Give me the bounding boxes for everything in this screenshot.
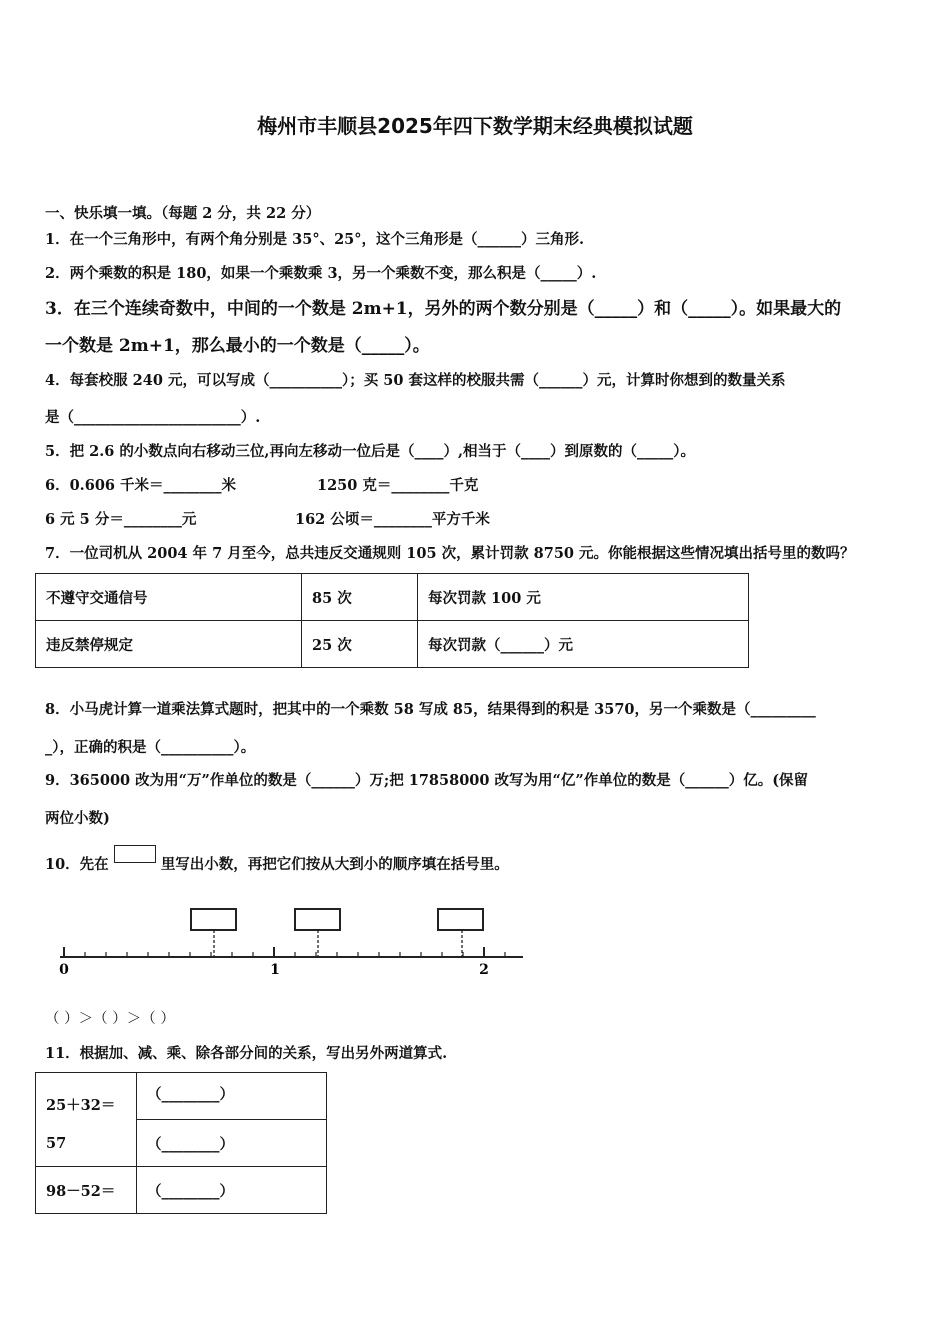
axis-label-1: 1 [270,962,280,978]
question-6c: 6 元 5 分＝________元 [45,511,197,528]
answer-box-2[interactable] [295,909,340,930]
table-cell: 不遵守交通信号 [36,574,302,621]
question-6d: 162 公顷＝________平方千米 [295,511,490,528]
answer-blank: （________） [137,1167,327,1214]
table-cell: 每次罚款 100 元 [418,574,749,621]
answer-box-1[interactable] [191,909,236,930]
question-9-line1: 9．365000 改为用“万”作单位的数是（______）万;把 17858000 改写为用“亿”作单位的数是（______）亿。(保留 [45,772,809,789]
question-8-line2: _），正确的积是（__________）。 [45,739,256,756]
question-5: 5．把 2.6 的小数点向右移动三位,再向左移动一位后是（____）,相当于（____）到原数的（_____）。 [45,443,696,460]
question-3-line2: 一个数是 2m+1，那么最小的一个数是（_____）。 [45,336,430,356]
question-10 [45,853,509,874]
question-2: 2．两个乘数的积是 180，如果一个乘数乘 3，另一个乘数不变，那么积是（_____）. [45,265,597,282]
q11-table [35,1072,327,1214]
table-row [36,574,749,621]
question-9-line2: 两位小数) [45,810,110,827]
equation-cell [36,1073,137,1167]
axis-ticks [64,947,505,957]
question-4-line1: 4．每套校服 240 元，可以写成（__________）；买 50 套这样的校服共需（______）元，计算时你想到的数量关系 [45,372,786,389]
question-8-line1: 8．小马虎计算一道乘法算式题时，把其中的一个乘数 58 写成 85，结果得到的积是 3570，另一个乘数是（_________ [45,701,816,718]
question-4-line2: 是（_______________________）. [45,409,261,426]
question-11: 11．根据加、减、乘、除各部分间的关系，写出另外两道算式. [45,1045,448,1062]
q7-table [35,573,749,668]
number-line [58,900,528,980]
table-row [36,621,749,668]
question-6b: 1250 克＝________千克 [317,477,479,494]
question-10-before: 10．先在 [45,856,109,873]
equation-1-b: 57 [46,1135,67,1152]
question-6a: 6．0.606 千米＝________米 [45,477,237,494]
table-row [36,1167,327,1214]
equation-1-a: 25＋32＝ [46,1097,116,1114]
answer-box-3[interactable] [438,909,483,930]
answer-blank: （________） [137,1073,327,1120]
table-cell: 85 次 [302,574,418,621]
equation-2: 98－52＝ [36,1167,137,1214]
table-cell: 违反禁停规定 [36,621,302,668]
axis-label-2: 2 [479,962,489,978]
table-cell: 25 次 [302,621,418,668]
question-3-line1: 3．在三个连续奇数中，中间的一个数是 2m+1，另外的两个数分别是（_____）和（_____）。如果最大的 [45,299,842,319]
axis-label-0: 0 [59,962,69,978]
question-10-after: 里写出小数，再把它们按从大到小的顺序填在括号里。 [160,856,509,873]
question-7: 7．一位司机从 2004 年 7 月至今，总共违反交通规则 105 次，累计罚款 8750 元。你能根据这些情况填出括号里的数吗？ [45,545,855,562]
table-row [36,1073,327,1120]
page-title: 梅州市丰顺县2025年四下数学期末经典模拟试题 [257,114,693,138]
inline-box-icon [114,845,156,863]
answer-blank: （________） [137,1120,327,1167]
question-1: 1．在一个三角形中，有两个角分别是 35°、25°，这个三角形是（______）三角形. [45,231,585,248]
table-cell: 每次罚款（______）元 [418,621,749,668]
question-10-answer: （ ）＞（ ）＞（ ） [45,1011,175,1027]
section-heading: 一、快乐填一填。（每题 2 分，共 22 分） [45,205,321,222]
